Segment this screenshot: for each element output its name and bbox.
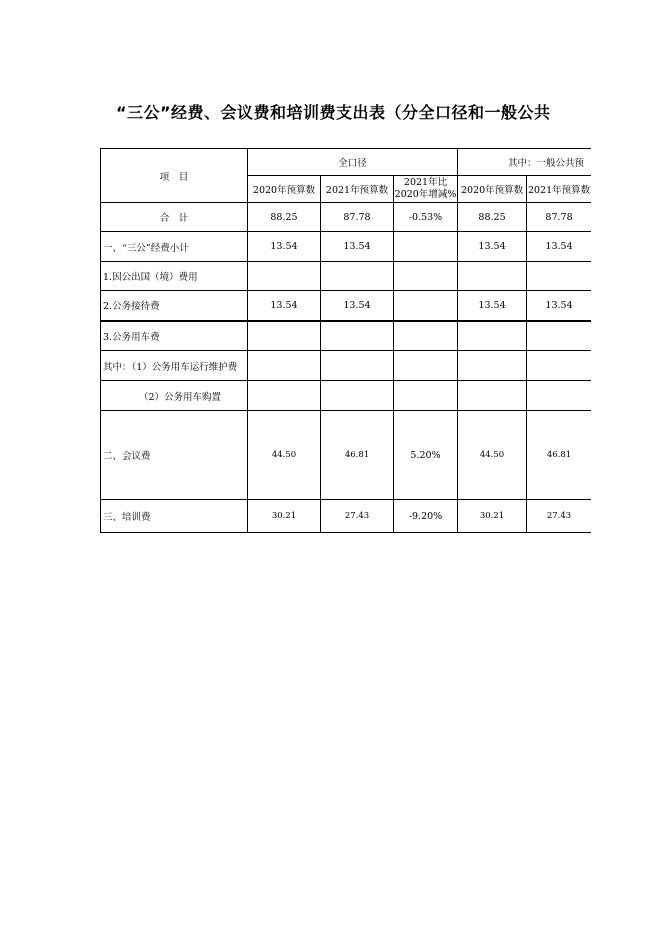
cell-g2020	[458, 351, 527, 381]
table-row	[101, 291, 592, 321]
cell-g2020	[458, 321, 527, 351]
cell-g2021	[527, 262, 591, 291]
cell-g2020: 44.50	[458, 411, 527, 500]
row-label: 合 计	[101, 203, 248, 232]
cell-2020	[248, 262, 321, 291]
cell-2020: 13.54	[248, 232, 321, 262]
header-group-general: 其中：一般公共预	[458, 149, 591, 176]
row-label: 二、会议费	[101, 411, 248, 500]
table-row	[101, 203, 592, 232]
header-col-2020: 2020年预算数	[248, 176, 321, 203]
cell-2021	[321, 381, 394, 411]
cell-g2021	[527, 321, 591, 351]
cell-change: -0.53%	[394, 203, 458, 232]
cell-2020: 30.21	[248, 500, 321, 533]
cell-g2021: 46.81	[527, 411, 591, 500]
cell-2021: 13.54	[321, 291, 394, 321]
table-row	[101, 321, 592, 351]
header-col-g2020: 2020年预算数	[458, 176, 527, 203]
row-label: 2.公务接待费	[101, 291, 248, 321]
cell-g2021: 13.54	[527, 291, 591, 321]
header-col-g2021: 2021年预算数	[527, 176, 591, 203]
cell-2020: 44.50	[248, 411, 321, 500]
table-row	[101, 351, 592, 381]
cell-2020: 88.25	[248, 203, 321, 232]
table-row	[101, 411, 592, 500]
page-title: “三公”经费、会议费和培训费支出表（分全口径和一般公共	[116, 103, 551, 122]
cell-change	[394, 381, 458, 411]
cell-g2020: 30.21	[458, 500, 527, 533]
cell-g2020	[458, 381, 527, 411]
cell-change	[394, 351, 458, 381]
header-col-change: 2021年比2020年增减%	[394, 176, 458, 203]
expense-table-viewport	[100, 148, 591, 538]
row-label: （2）公务用车购置	[101, 381, 248, 411]
cell-change	[394, 291, 458, 321]
cell-g2020: 13.54	[458, 291, 527, 321]
table-row	[101, 232, 592, 262]
row-label: 三、培训费	[101, 500, 248, 533]
cell-2020: 13.54	[248, 291, 321, 321]
cell-change	[394, 321, 458, 351]
cell-2020	[248, 381, 321, 411]
cell-change	[394, 262, 458, 291]
cell-change	[394, 232, 458, 262]
cell-g2020: 88.25	[458, 203, 527, 232]
cell-2021: 87.78	[321, 203, 394, 232]
cell-2021	[321, 321, 394, 351]
row-label: 一、“三公”经费小计	[101, 232, 248, 262]
cell-g2021	[527, 381, 591, 411]
cell-2021: 13.54	[321, 232, 394, 262]
cell-2021: 46.81	[321, 411, 394, 500]
header-col-2021: 2021年预算数	[321, 176, 394, 203]
row-label: 3.公务用车费	[101, 321, 248, 351]
table-row	[101, 381, 592, 411]
cell-g2020	[458, 262, 527, 291]
cell-change: -9.20%	[394, 500, 458, 533]
row-label: 其中：（1）公务用车运行维护费	[101, 351, 248, 381]
cell-2021	[321, 262, 394, 291]
cell-change: 5.20%	[394, 411, 458, 500]
expense-table	[100, 148, 591, 533]
cell-2020	[248, 351, 321, 381]
cell-2021: 27.43	[321, 500, 394, 533]
cell-2021	[321, 351, 394, 381]
cell-g2021	[527, 351, 591, 381]
header-item: 项 目	[101, 149, 248, 203]
cell-g2021: 27.43	[527, 500, 591, 533]
cell-g2021: 13.54	[527, 232, 591, 262]
header-group-all: 全口径	[248, 149, 458, 176]
cell-g2021: 87.78	[527, 203, 591, 232]
table-row	[101, 262, 592, 291]
table-row	[101, 500, 592, 533]
cell-g2020: 13.54	[458, 232, 527, 262]
cell-2020	[248, 321, 321, 351]
row-label: 1.因公出国（境）费用	[101, 262, 248, 291]
